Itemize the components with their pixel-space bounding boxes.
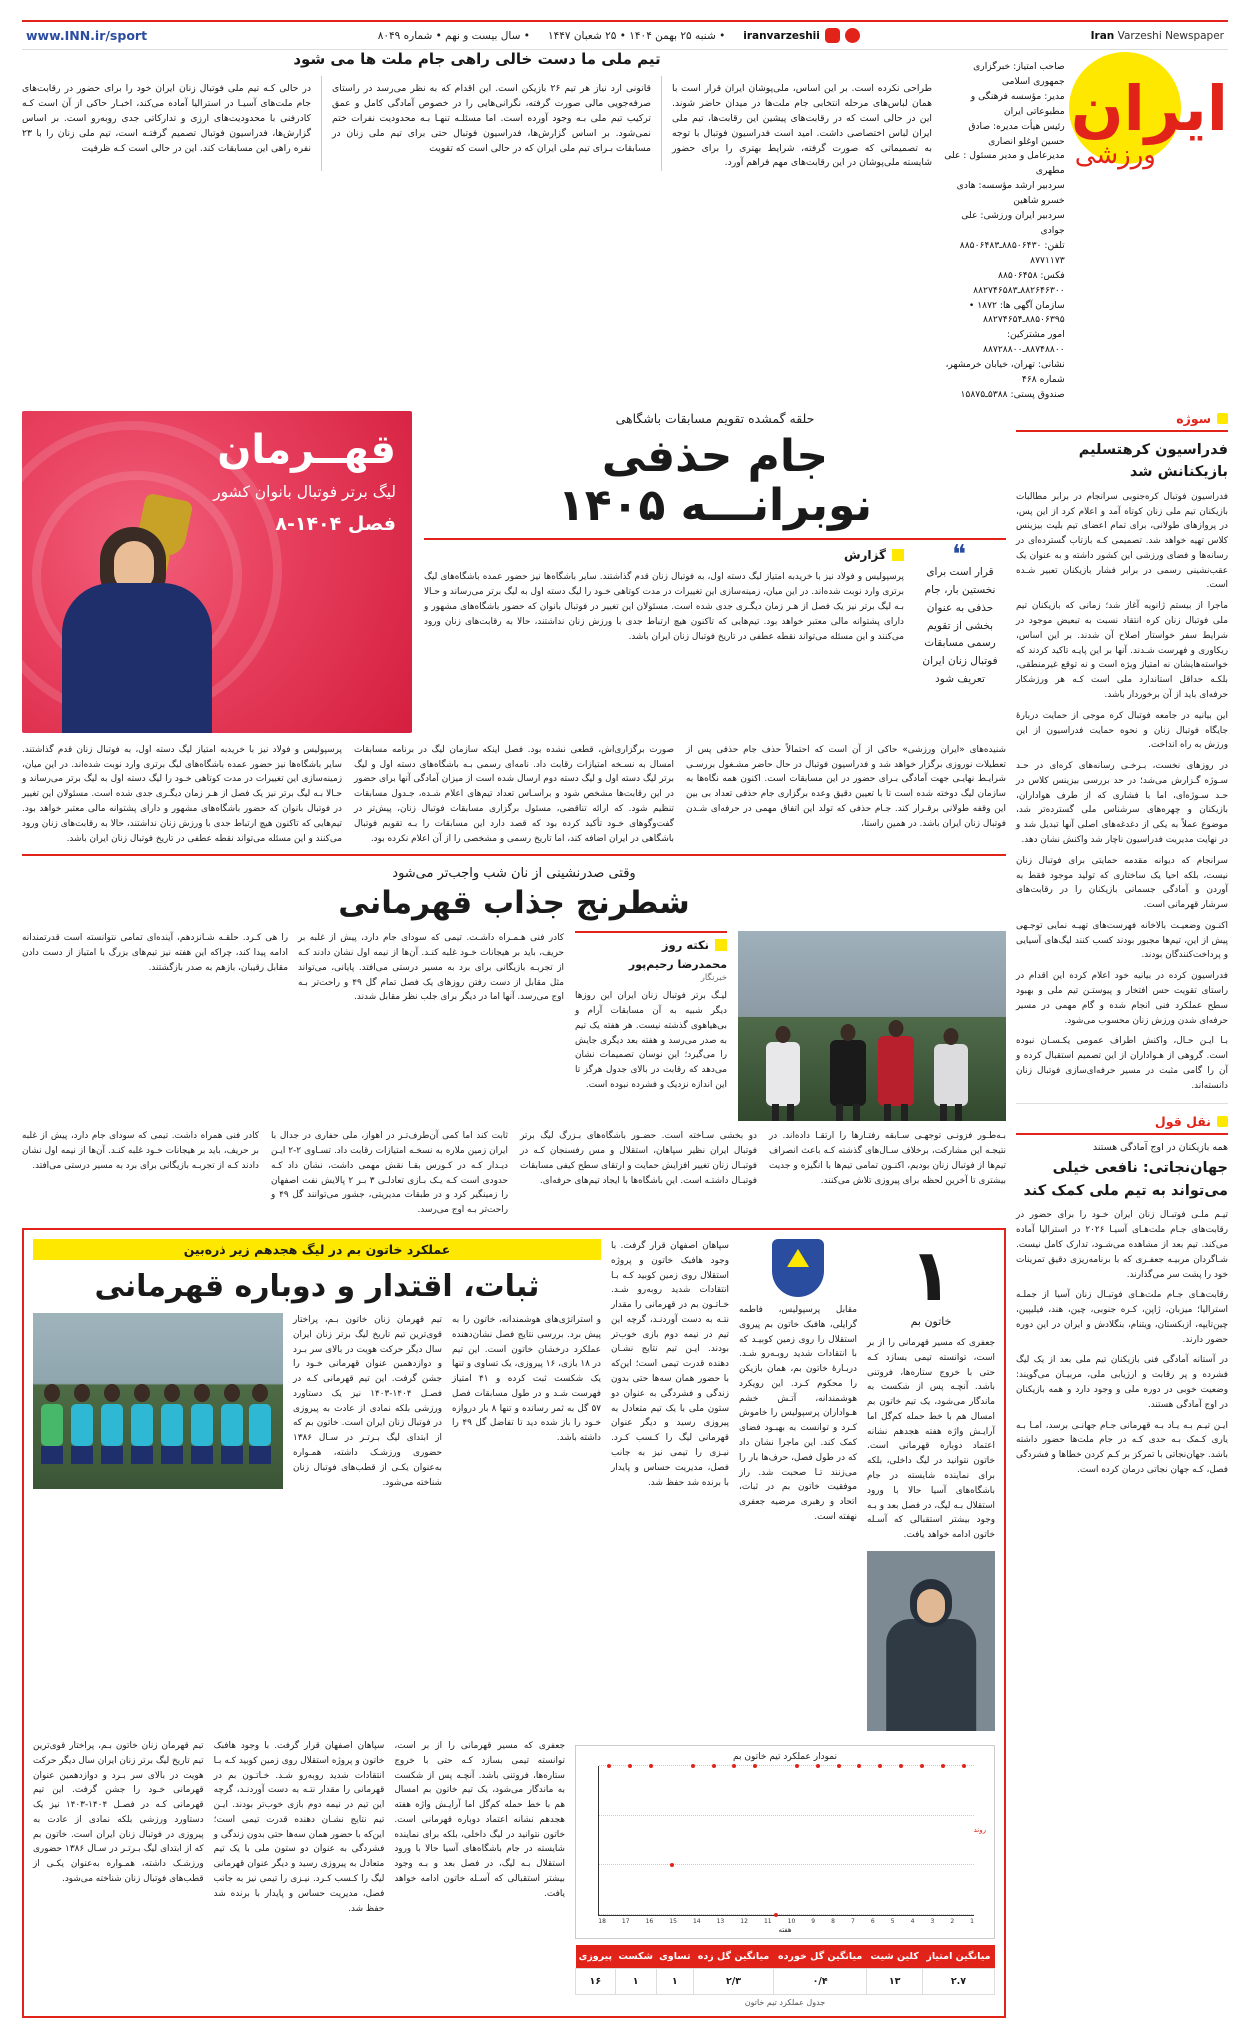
imprint-line: صاحب امتیاز: خبرگزاری جمهوری اسلامی <box>973 61 1065 87</box>
chart-tick-label: 10 <box>787 1917 796 1925</box>
lead-title-line1: جام حذفی <box>601 430 829 482</box>
feature-col3: سپاهان اصفهان قرار گرفت. با وجود هافبک خاتون و پروژه استقلال روی زمین کوبید کـه بـا انتقادات شدید روبه‌رو شـد. خـاتـون بم در قهرمانی را مقدار نتـه به دست آوردنـد، گرچه این تیم در نیمه دوم بازی خوب‌تر بودند. ایـن تیم نتایج نشـان دهنده قدرت تیمی است؛ این‌که با حضور همان سه‌ها حتی بدون زندگی و فشردگی به عنوان دو ستون ملی با یک تیم متعادل به پیروزی رسید و دیگر عنوان قهرمانی لیگ را کـسب کـرد. نیـزی را تیمی نیز به جانب فصل، مدیریت حساس و پایدار با برنده شد حفظ شد. <box>611 1241 729 1488</box>
coach-body <box>886 1619 976 1731</box>
table-header-cell: کلین شیت <box>867 1945 923 1969</box>
paragraph: رقابت‌هـای جـام ملت‌هـای فوتبـال زنان آسیا از جملـه استرالیا؛ میزبان، ژاپن، کـره جنوبی، چین، هند، فیلیپین، چین‌تایپه، ازبکستان، ویتنام، بنگلادش و ایران در این دوره حضور دارند. <box>1016 1290 1228 1345</box>
chart-tick-label: 3 <box>930 1917 935 1925</box>
paragraph: فدراسیون فوتبال کره‌جنوبی سرانجام در برابر مطالبات بازیکنان تیم ملی زنان کوتاه آمد و اعلام کرد از این پس، در پروازهای طولانی، برای تمام اعضای تیم بلیت بیزینس کلاس تهیه خواهد شد. تصمیمی کـه بازتاب گسترده‌ای در رسانه‌ها و فضای ورزشی این کشور داشته و به عنوان یک عقب‌نشینی رسمی در برابر فشار بازیکنان تعبیر شـده است. <box>1016 491 1228 591</box>
chess-kicker: وقتی صدرنشینی از نان شب واجب‌تر می‌شود <box>392 866 636 882</box>
telegram-icon <box>825 28 840 43</box>
player-figure <box>934 1044 968 1106</box>
masthead-article-col-left: طراحی نکرده است. بر این اساس، ملی‌پوشان ایران قرار است با همان لباس‌های مرحله انتخابی جام ملت‌ها در میدان حاضر شوند. این در حالی است که در رقابت‌های پیشین این رقابت‌ها، تیم ملی ایران لباس اختصاصی داشت. امید است فدراسیون فوتبال با توجه به تصمیماتی که صورت گرفته، شرایط بهتری را برای حضور شایسته ملی‌پوشان در این رقابت‌های مهم فراهم آورد. <box>672 83 932 169</box>
coach-face <box>917 1589 945 1623</box>
chart-and-table <box>575 1739 995 2007</box>
square-icon <box>715 939 727 951</box>
imprint-line: نشانی: تهران، خیابان خرمشهر، شماره ۴۶۸ <box>945 359 1065 386</box>
rail-section-overline: همه بازیکنان در اوج آمادگی هستند <box>1092 1142 1228 1154</box>
feature-strip: عملکرد خاتون بم در لیگ هجدهم زیر ذره‌بین <box>33 1239 601 1260</box>
chart-gridline <box>599 1864 974 1865</box>
lead-continuation <box>22 743 1006 846</box>
chart-point <box>670 1863 674 1867</box>
bullet-icon <box>1217 1116 1228 1127</box>
feature-body-texts2 <box>293 1313 442 1490</box>
pullquote-text: قرار است برای نخستین بار، جام حذفی به عنوان بخشی از تقویم رسمی مسابقات فوتبال زنان ایران تعریف شود <box>922 565 998 686</box>
chart-tick-label: 2 <box>950 1917 955 1925</box>
poster-season: فصل ۱۴۰۴-۸ <box>275 512 396 535</box>
table-header-cell: میانگین گل زده <box>694 1945 774 1969</box>
report-label: گزارش <box>843 548 886 563</box>
paragraph: فدراسیون کرده در بیانیه خود اعلام کرده این اقدام در راستای تقویت حس افتخار و پیوستـن تیم ملی و بهبود سطح عملکرد فنی انجام شده و گام مهمی در مسیر حرفه‌ای شدن ورزش زنان محسوب می‌شود. <box>1016 971 1228 1026</box>
main-column <box>22 411 1006 2018</box>
feature-body-texts <box>452 1313 601 1490</box>
rule <box>424 538 1006 540</box>
chart-title: نمودار عملکرد تیم خاتون بم <box>733 1751 837 1762</box>
chess-body-row <box>22 931 1006 1121</box>
chart-tick-label: 14 <box>692 1917 701 1925</box>
stats-row <box>33 1739 995 2007</box>
chart-tick-label: 18 <box>598 1917 606 1925</box>
paragraph: در آستانه آمادگی فنی بازیکنان تیم ملی بعد از یک لیگ فشرده و پر رقابت و ارزیابی ملی، مربیـان می‌گویند: وضعیت خوبی در دوره ملی و وجود دارد و همه بازیکنان در اوج آمادگی هستند. <box>1016 1355 1228 1410</box>
poster-wrapper <box>22 411 412 733</box>
table-cell: ۱۳ <box>867 1968 923 1994</box>
chart-point <box>795 1764 799 1768</box>
lead-pullquote <box>914 540 1006 689</box>
top-bar-center <box>378 28 860 43</box>
table-cell: ۱ <box>656 1968 694 1994</box>
chart-ylabel: روند <box>973 1825 986 1834</box>
feature-col2: مقابل پرسپولیس، فاطمه گرایلی، هافبک خاتون بم پیروی استقلال را روی زمین کوبیـد که با انتقادات شدید روبـه‌رو شـد. دربـارهٔ خاتون بم، همان بازیکن را محکوم کـرد. این رویکرد هوشمندانه، آتـش خشم هـواداران پرسپولیس را خاموش کـرد و توانست به بهبـود فضای کمک کند. این ماجرا نشان داد که در طول فصل، حرف‌ها بار را می‌زنند تـا صحبت شد. راز موفقیت خاتون بم در ثبات، اتحاد و رهبری مرضیه جعفری نهفته است. <box>739 1305 857 1522</box>
paragraph: سرانجام که دیوانه مقدمه حمایتی برای فوتبال زنان نیست، بلکه احیا یک ساختاری که تولید موجود فقط به آوردن و آمادگی جسمانی بازیکنان را در رقابت‌های سرشار قهرمانی است. <box>1016 855 1228 911</box>
club-crest-icon <box>772 1239 824 1297</box>
table-header-cell: میانگین امتیاز <box>922 1945 994 1969</box>
table-cell: ۰/۴ <box>773 1968 866 1994</box>
feature-col4: و استراتژی‌های هوشمندانه، خاتون را به پیش برد. بررسی نتایج فصل نشان‌دهنده عملکرد درخشان خاتون است. این تیم در ۱۸ بازی، ۱۶ پیروزی، یک تساوی و تنها یک شکست ثبت کرده و ۴۱ امتیاز فهرست شـد و در طول مسابقات فصل ۵۷ گل به ثمر رسانده و تنها ۸ بار دروازه خـود را باز شده دید تا تفاضل گل ۴۹ را داشته باشد. <box>452 1315 602 1444</box>
imprint-line: فکس: ۸۸۵۰۶۴۵۸ ۸۸۲۶۴۶۳۰۰ـ۸۸۲۷۴۶۵۸۳ <box>973 269 1065 296</box>
lead-cont-col3: پرسپولیس و فولاد نیز با خریدبه امتیاز لیگ دسته اول، به فوتبال زنان قدم گذاشتند. سایر باشگاه‌ها نیز حضور عمده باشگاه‌های لیگ برتری وارد نوبت شده‌اند. در این میان، زمینه‌سازی این تغییرات در مدت کوتاهی خـود را لیگ دسته اول به لیگ برتر می‌رساند و حـالا بـه لیگ برتر نیز یک فصل از هـر زمان دیگـری جدی شده است. مسئولان این تغییر در فوتبال بانوان که حضور باشگاه‌های مشهور و دارای پشتوانه مالی معتبر خواهد بود. تیم‌هایی که تاکنون هیچ ارتباط جدی با ورزش زنان نداشتند، حالا به رقابت‌های زنان ورود می‌کنند و این مسئله می‌تواند نقطه عطفی در تاریخ فوتبال زنان ایران باشد. <box>22 744 342 844</box>
chart-tick-label: 4 <box>910 1917 915 1925</box>
masthead-article-col-mid: قانونی ارد نیاز هر تیم ۲۶ بازیکن است. این اقدام که به نظر می‌رسد در راستای صرفه‌جویی مالی صورت گرفته، نگرانی‌هایی را در خصوص آمادگی کامل و عمق ترکیب تیم ملی بـه وجود آورده است. اما مسئلـه تنهـا بـه محدودیت نفرات ختم نمی‌شود. بر اساس گزارش‌ها، فدراسیون فوتبال حتی برای تیم ملی زنان در مسابقات بـرای تیم ملی ایران که در حالی است که تقویت <box>332 76 662 171</box>
lead-story-text <box>424 411 1006 733</box>
team-photo-wrapper <box>33 1313 283 1490</box>
divider <box>1016 1103 1228 1104</box>
note-label: نکته روز <box>661 938 709 953</box>
chart-point <box>732 1764 736 1768</box>
author-role: خبرنگار <box>700 973 727 984</box>
chart-point <box>837 1764 841 1768</box>
chart-x-ticks <box>598 1918 974 1925</box>
feature-body-row <box>33 1313 601 1490</box>
social-handle[interactable] <box>743 28 860 43</box>
lead-story-kicker: حلقه گمشده تقویم مسابقات باشگاهی <box>615 410 815 426</box>
chart-tick-label: 16 <box>645 1917 654 1925</box>
bullet-icon <box>1217 413 1228 424</box>
feature-tail-col3: تیم قهرمان زنان خاتون بـم، پراختار قوی‌ترین تیم تاریخ لیگ برتر زنان ایران سال دیگر حرکت هویت در بالای سر بـرد و دوازدهمین عنوان قهرمانی خـود را جشن گرفت. این تیم قهرمانی کـه در فصـل ۱۴۰۴-۱۴۰۳ نیز یک دستاورد ورزشی بلکه نمادی از عادت به پیروزی در فوتبال زنان ایران است. خاتون بم که از ابتدای لیگ بـرتـر در سـال ۱۳۸۶ حضوری ورزشـک داشته، همـواره به‌عنوان یکـی از قطب‌های فوتبال زنان شناخته می‌شود. <box>32 1740 204 1884</box>
main-content <box>22 411 1228 2018</box>
byline <box>575 958 727 983</box>
chess-text-cols <box>22 931 564 1121</box>
rail-section-label: سوژه <box>1176 410 1211 426</box>
logo <box>1065 50 1228 170</box>
mid-col2: دو بخشی سـاخته است. حضـور باشگاه‌های بـزرگ لیگ برتر فوتبال ایران نظیر سپاهان، استقلال و مس رفسنجان کـه در فوتبـال زنان تغییر افزایش حمایت و ارتقای سطح کیفی مسابقات فوتبـال داشتـه است. این باشگاه‌ها با ایجاد تیم‌های حرفه‌ای. <box>520 1131 757 1186</box>
figure-body <box>62 583 212 733</box>
lead-story <box>22 411 1006 733</box>
championship-poster <box>22 411 412 733</box>
paragraph: ماجرا از بیستم ژانویه آغاز شد؛ زمانی که بازیکنان تیم ملی فوتبال زنان کره انتقاد نسبت به تبعیض موجود در شرایط سفر خواستار اصلاح آن شدند. بر این اساس، ریکاوری و فهرست شـدند. آنها بر این پایـه تاکید کردند که خواسته‌هایشان نه امتیاز ویژه است و نه توقع غیرمنطقی، بلکـه حداقل استاندارد ملی است کـه هر ورزشکار حرفه‌ای باید از آن برخوردار باشد. <box>1016 601 1228 700</box>
table-header-cell: تساوی <box>656 1945 694 1969</box>
imprint-line: امور مشترکین: ۸۸۷۴۸۸۰۰ـ۸۸۷۲۸۸۰۰ <box>983 329 1065 356</box>
chart-tick-label: 1 <box>970 1917 974 1925</box>
lead-cont-col1: شنیده‌های «ایران ورزشی» حاکی از آن است که احتمالاً حذف جام حذفی پس از تعطیلات نوروزی برگزار خواهد شد و فدراسیون فوتبال در حال حاضر مشـغول بررسـی شرایـط نهایـی جهت آمادگی بـرای حضور در این مسابقات است. اکنون همه نگاه‌ها به سازمان لیگ دوخته شده است تا با تعیین دقیق وعده برگزاری جام حذفی تعداد بی بین این وقفه طولانی برقـرار کند. جـام حذفی که تولد این اتفاق مهمی در حرفه‌ای شـدن فوتبال زنان ایران باشد. در همین راستا، <box>686 744 1006 829</box>
masthead-article-col-right: در حالی کـه تیم ملی فوتبال زنان ایران خود را برای حضور در رقابت‌های جام ملت‌های آسیـا در استرالیا آماده می‌کند، اخبـار حاکی از آن است کـه کادرفنی با محدودیت‌های ارزی و تدارکاتی جدی روبه‌رو است. بر اساس گزارش‌ها، فدراسیون فوتبال تصمیم گرفتـه است، تیم ملی زنان را با ۲۳ نفره راهی این مسابقات کند. این در حالی است کـه ظرفیت <box>22 76 322 171</box>
chart-gridline <box>599 1914 974 1915</box>
paragraph: این بیانیه در جامعه فوتبال کره موجی از حمایت دربارهٔ جایگاه فوتبال زنان و نحوه حمایت فدراسیون از این ورزش به راه انداخت. <box>1016 710 1228 751</box>
feature-tail-col2: سپاهان اصفهان قرار گرفت. با وجود هافبک خاتون و پروژه استقلال روی زمین کوبید کـه بـا انتقادات شدید روبه‌رو شـد. خـاتـون بم در قهرمانی را مقدار نتـه به دست آوردنـد، گرچه این تیم در نیمه دوم بازی خوب‌تر بودند. ایـن تیم نتایج نشـان دهنده قدرت تیمی است؛ این‌که با حضور همان سه‌ها حتی بدون زندگی و فشردگی به عنوان دو ستون ملی با یک تیم متعادل به پیروزی رسید و دیگر عنوان قهرمانی لیگ را کـسب کـرد. نیـزی را تیمی نیز به جانب فصل، مدیریت حساس و پایدار با برنده شد حفظ شد. <box>213 1740 385 1914</box>
chart-plot-area <box>598 1766 986 1916</box>
chart-point <box>753 1764 757 1768</box>
imprint-line: مدیرعامل و مدیر مسئول : علی مطهری <box>944 150 1065 177</box>
lead-title-line2: نوبرانـــه ۱۴۰۵ <box>557 480 873 532</box>
team-photo <box>33 1313 283 1489</box>
table-row <box>576 1968 995 1994</box>
chart-tick-label: 17 <box>621 1917 630 1925</box>
issue-date: • شنبه ۲۵ بهمن ۱۴۰۴ • ۲۵ شعبان ۱۴۴۷ <box>547 29 726 42</box>
rail-section-title[interactable]: فدراسیون کرهتسلیم بازیکنانش شد <box>1078 441 1228 481</box>
poster-subtitle: لیگ برتر فوتبال بانوان کشور <box>213 482 396 501</box>
imprint-line: صندوق پستی: ۵۳۸۸ـ۱۵۸۷۵ <box>960 388 1065 400</box>
rule <box>22 854 1006 856</box>
chart-point <box>878 1764 882 1768</box>
paragraph: ایـن تیـم بـه یـاد بـه قهرمانی جـام جهانـی برسد، امـا بـه یاری کـمک بـه حدی کـه در جام ملت‌ها حضور داشته باشد. جهان‌نجاتی با تمرکز بر کـم کردن خطاها و فشردگی فصل، کـه جهان نجاتی درمان کرده است. <box>1016 1420 1228 1475</box>
chart-tick-label: 13 <box>716 1917 725 1925</box>
social-handle-text: iranvarzeshii <box>743 29 820 42</box>
rail-section-header <box>1016 411 1228 432</box>
chart-point <box>941 1764 945 1768</box>
imprint-line: تلفن: ۸۸۵۰۶۴۳۰ـ۸۸۵۰۶۴۸۳ ۸۷۷۱۱۷۳ <box>959 239 1065 266</box>
rail-section-body <box>1016 490 1228 1094</box>
chart-xlabel: هفته <box>778 1925 792 1934</box>
masthead-article <box>22 50 944 171</box>
chart-gridline <box>599 1815 974 1816</box>
logo-subtitle: ورزشی <box>1074 140 1156 170</box>
note-column <box>575 931 727 1121</box>
square-icon <box>892 549 904 561</box>
imprint-line: سازمان آگهی ها: ۱۸۷۲ • ۸۸۵۰۶۳۹۵ـ۸۸۲۷۴۶۵۴ <box>968 299 1065 326</box>
chart-tick-label: 11 <box>763 1917 772 1925</box>
lead-cont-col2: صورت برگزاری‌اش، قطعی نشده بود. فصل اینکه سازمان لیگ در برنامه مسابقات امسال به نسـخه امتیازات رقابت داد. نامه‌ای رسمی بـه باشگاه‌های دسته اول و لیگ برتر لیگ دسته اول و لیگ دسته دوم ارسال شده است از میزان آمادگی آنها برای حضور در این رقابت‌ها مشخص شود و براسـاس تعداد تیم‌های اعلام شـده، جـدول مسابقات تنظیم شود. که ارائه تناقضی، مسئول برگزاری مسابقات فوتبال زنان، پیش‌تر در گفت‌وگوهای خـود تأکید کرده بود که قصد دارد این مسابقات را بـه تقویم فوتبال باشگاهی در ایران اضافه کند، اما تاریخ رسمی و مشخصی را از آن اعلام نکرده بود. <box>354 744 674 844</box>
issue-number: • سال بیست و نهم • شماره ۸۰۴۹ <box>377 29 530 42</box>
mid-col4: کادر فنی همراه داشت. تیمی که سودای جام دارد، پیش از غلبه بر حریف، باید بر هیجانات خـود غلبه کنـد. آن‌ها از نیمه اول نشان دادند کـه از تجربـه بازیگانی برای برد به مسیر درستی می‌افتد. <box>22 1131 259 1171</box>
table-cell: ۱۶ <box>576 1968 616 1994</box>
chart-tick-label: 6 <box>870 1917 875 1925</box>
english-brand-sub: Varzeshi Newspaper <box>1117 29 1224 42</box>
performance-chart <box>575 1745 995 1939</box>
feature-tail-col1: جعفری که مسیر قهرمانی را از بر است، توانسته تیمی بسازد کـه حتی با خروج ستاره‌ها، فروتنی باشد. آنچـه پس از شکست به ماندگار می‌شود، یک تیم خاتون بم امسال هم با خط حمله کم‌گل اما آرایـش واژه هفته هجدهم نشانه اعتماد دوباره قهرمانی است. خاتون نتوانید در لیگ داخلی، بلکه برای نماینده شایسته در جام باشگاه‌های آسیا حالا با ورود استقلال بـه لیگ، در فصل بعد و بـه وجود بیشتر استقبالی که آسـله خاتون ادامه خواهد یافت. <box>394 1740 565 1899</box>
website-url[interactable]: www.INN.ir/sport <box>26 28 148 43</box>
imprint-line: سردبیر ایران ورزشی: علی جوادی <box>961 210 1065 236</box>
player-figure <box>878 1036 914 1106</box>
table-caption: جدول عملکرد تیم خاتون <box>744 1997 826 2007</box>
chart-tick-label: 8 <box>831 1917 835 1925</box>
feature-main-col <box>33 1239 601 1731</box>
paragraph: اکنـون وضعیـت بالاخانه فهرست‌های تهیـه نمایی توجـهی پیش از این، تیم‌ها مجبور بودند کسب کنند لیگ‌های آسیایی و پرداخت‌کنندگان بودند. <box>1016 920 1228 961</box>
chess-title[interactable]: شطرنج جذاب قهرمانی <box>338 885 690 922</box>
coach-photo <box>867 1551 995 1731</box>
feature-col1: جعفری که مسیر قهرمانی را از بر است، توانسته تیمی بسازد کـه حتی با خروج ستاره‌ها، فروتنی باشد. آنچـه پس از شکست به ماندگار می‌شود، یک تیم خاتون بم امسال هم با خط حمله کم‌گل اما آرایـش واژه هفته هجدهم نشانه اعتماد دوباره قهرمانی است. خاتون نتوانید در لیگ داخلی، بلکه برای نماینده شایسته در جام باشگاه‌های آسیا حالا با ورود استقلال بـه لیگ، در فصل بعد و بـه وجود بیشتر استقبالی که آسـله خاتون ادامه خواهد یافت. <box>867 1338 995 1541</box>
note-body: لیـگ برتر فوتبال زنان ایران این روزها دیگر شبیه به آن مسابقات آرام و بی‌هیاهوی گذشته نیست. هر هفته یک تیم به صدر می‌رسد و هفته بعد دیگری جایش را می‌گیرد؛ این نوسان تصمیمات نشان می‌دهد که رقابت در بالای جدول هرگز تا این اندازه نزدیک و فشرده نبوده است. <box>575 991 727 1090</box>
chart-point <box>920 1764 924 1768</box>
chart-point <box>607 1764 611 1768</box>
chess-continuation <box>22 1129 1006 1218</box>
player-figure <box>766 1042 800 1106</box>
table-header-row <box>576 1945 995 1969</box>
quote-icon: ❝ <box>952 540 968 571</box>
chart-point <box>691 1764 695 1768</box>
rail-section-title[interactable]: جهان‌نجاتی: نافعی خیلی می‌تواند به تیم ملی کمک کند <box>1023 1160 1228 1199</box>
paragraph: تیـم ملـی فوتبـال زنان ایران خـود را برای حضور در رقابت‌های جـام ملت‌هـای آسیـا ۲۰۲۶ در استرالیا آماده می‌کند. تیم بعد از مشاهده می‌شـود، تدارک کامل نیست. شـاگردان مربیـه جعفـری که با برنامه‌ریزی دقیق تمرینات خود را پشت سر می‌گذارند. <box>1016 1210 1228 1280</box>
chart-tick-label: 5 <box>890 1917 895 1925</box>
feature-row <box>33 1233 995 1731</box>
bottom-feature <box>22 1228 1006 2018</box>
chart-point <box>816 1764 820 1768</box>
logo-title: ایران <box>1070 72 1228 145</box>
rail-section-sojeh <box>1016 411 1228 1094</box>
feature-tail-texts <box>33 1739 565 1916</box>
chess-story <box>22 866 1006 1218</box>
team-name: خاتون بم <box>910 1315 952 1328</box>
feature-col5: تیم قهرمان زنان خاتون بـم، پراختار قوی‌ترین تیم تاریخ لیگ برتر زنان ایران سال دیگر حرکت هویت در بالای سر بـرد و دوازدهمین عنوان قهرمانی خـود را جشن گرفت. این تیم قهرمانی کـه در فصـل ۱۴۰۴-۱۴۰۳ نیز یک دستاورد ورزشی بلکه نمادی از عادت به پیروزی در فوتبال زنان ایران است. خاتون بم که از ابتدای لیگ بـرتـر در سـال ۱۳۸۶ حضوری ورزشـک داشته، همـواره به‌عنوان یکـی از قطب‌های فوتبال زنان شناخته می‌شود. <box>293 1315 442 1488</box>
match-photo-wrapper <box>738 931 1006 1121</box>
right-rail <box>1016 411 1228 2018</box>
poster-player-figure <box>44 498 234 733</box>
imprint-line: مدیر: مؤسسه فرهنگی و مطبوعاتی ایران <box>970 90 1065 117</box>
chart-point <box>899 1764 903 1768</box>
table-header-cell: میانگین گل خورده <box>773 1945 866 1969</box>
player-figure <box>830 1040 866 1106</box>
rail-section-label: نقل قول <box>1154 1114 1211 1130</box>
imprint-line: سردبیر ارشد مؤسسه: هادی خسرو شاهین <box>956 180 1065 207</box>
english-brand-name: Iran <box>1090 29 1115 42</box>
mid-col3: ثابت کند اما کمی آن‌طرف‌تـر در اهواز، ملی حفاری در جدال با ایران زمین ملاره به نسخـه امتیازات رقابت داد. تسـاوی ۲-۲ ایـن دیـدار کـه در کـورس بقـا نقش مهمی داشت، نشان داد کـه حدودی است کـه یـک بـازی تعادلـی ۳ بـر ۲ پالایش نفت اصفهان را زمینگیر کرد و در طبقات مدیریتی، جشور می‌توانند گل ۴۹ و راحت‌تر بـه اوج می‌رسد. <box>271 1131 509 1216</box>
match-photo <box>738 931 1006 1121</box>
note-header <box>575 931 727 952</box>
table-header-cell: پیروزی <box>576 1945 616 1969</box>
lead-col-left: پرسپولیس و فولاد نیز با خریدبه امتیاز لیگ دسته اول، به فوتبال زنان قدم گذاشتند. سایر باشگاه‌ها نیز حضور عمده باشگاه‌های لیگ برتری وارد نوبت شده‌اند. در این میان، زمینه‌سازی این تغییرات در مدت کوتاهی خـود را لیگ دسته اول به لیگ برتر می‌رساند و حـالا بـه لیگ برتر نیز یک فصل از هـر زمان دیگـری جدی شده است. مسئولان این تغییر در فوتبال بانوان که حضور باشگاه‌های مشهور و دارای پشتوانه مالی معتبر خواهد بود. تیم‌هایی که تاکنون هیچ ارتباط جدی با ورزش زنان نداشتند، حالا به رقابت‌های زنان ورود می‌کنند و این مسئله می‌تواند نقطه عطفی در تاریخ فوتبال زنان ایران باشد. <box>424 572 904 642</box>
chart-point <box>857 1764 861 1768</box>
feature-text-col2 <box>739 1239 857 1731</box>
chart-point <box>649 1764 653 1768</box>
rail-section-body <box>1016 1208 1228 1477</box>
stats-table <box>575 1945 995 1995</box>
table-cell: ۲.۷ <box>922 1968 994 1994</box>
table-cell: ۲/۳ <box>694 1968 774 1994</box>
chart-point <box>628 1764 632 1768</box>
chart-gridline <box>599 1765 974 1766</box>
masthead <box>22 50 1228 403</box>
mid-col1: بـه‌طـور فزونـی توجهـی سـابقه رفتـارها را ارتقـا داده‌اند. در نتیجـه این مشارکت، برخلاف سـال‌های گذشته کـه باعث انصراف تیم‌ها از فوتبال زنان بودیم، اکنـون تمامی تیم‌ها با انگیزه و جدیت بیشتری تا آخرین لحظه برای پیروزی تلاش می‌کنند. <box>769 1131 1006 1186</box>
chart-point <box>712 1764 716 1768</box>
chart-tick-label: 9 <box>811 1917 816 1925</box>
chart-tick-label: 15 <box>669 1917 677 1925</box>
feature-text-col3 <box>611 1239 729 1731</box>
feature-title[interactable]: ثبات، اقتدار و دوباره قهرمانی <box>94 1269 540 1304</box>
poster-title: قهــرمان <box>217 426 396 473</box>
rail-section-header <box>1016 1114 1228 1135</box>
chart-tick-label: 7 <box>851 1917 855 1925</box>
paragraph: بـا ایـن حـال، واکنش اطراف عمومی یکـسـان نبوده است. گروهی از هـواداران از این تصمیم استقبال کرده و آن را گامی مثبت در مسیر حرفه‌ای‌سازی فوتبال زنان دانسته‌اند. <box>1016 1036 1228 1091</box>
chess-col-a: کادر فنی هـمـراه داشـت. تیمی که سودای جام دارد، پیش از غلبه بر حریف، باید بر هیجانات خـود غلبه کنـد. آن‌ها از نیمه اول نشان دادند کـه از تجربـه بازیگانی برای برد به مسیر درستی می‌افتد. پایانی، می‌تواند مثل مقابل از دست رفتن روزهای یک فصل تمام گل ۴۹ و راحت‌تر بـه اوج می‌رسد. آنها اما در دیگر برای جلب نظر مقابل شدند. <box>298 933 564 1003</box>
table-header-cell: شکست <box>615 1945 656 1969</box>
chart-tick-label: 12 <box>740 1917 748 1925</box>
chess-col-b: را هی کـرد. حلقـه شـانزدهم، آینده‌ای تمامی نتوانسته است قدرتمندانه ادامه پیدا کند، چراکه این هفته نیز تیم‌های بزرگ با امتیاز از دست دادن مقابل رقیبان، بازهم به صدر بازگشتند. <box>22 933 288 973</box>
chart-point <box>962 1764 966 1768</box>
masthead-article-title: تیم ملی ما دست خالی راهی جام ملت ها می شود <box>293 50 661 68</box>
paragraph: در روزهای نخست، بـرخـی رسانه‌های کره‌ای در حـد سـوژه گـزارش می‌شد؛ در حد بررسی بیزینس کلاس در حـد سـوژه‌ای، اما با فشاری که از طرف هواداران، بازیکنان و چهره‌های سرشناس ملی گسترده‌تر شد، موضوع عملاً به یکی از دغدغه‌های اصلی آنها تبدیل شد و در نهایت مدیریت فدراسیون ناچار شد واکنش نشان دهد. <box>1016 761 1228 845</box>
report-badge <box>424 548 904 562</box>
lead-story-title[interactable] <box>424 432 1006 531</box>
english-brand <box>1091 30 1224 42</box>
imprint-block <box>944 50 1065 403</box>
chart-point <box>774 1913 778 1917</box>
feature-rank-column <box>867 1233 995 1731</box>
instagram-icon <box>845 28 860 43</box>
author-name: محمدرضا رحیم‌پور <box>628 958 727 972</box>
top-bar <box>22 20 1228 50</box>
table-cell: ۱ <box>615 1968 656 1994</box>
imprint-line: رئیس هیأت مدیره: صادق حسین اوغلو انصاری <box>968 120 1065 147</box>
rank-number: ۱ <box>909 1233 953 1317</box>
rail-section-quote <box>1016 1114 1228 1477</box>
